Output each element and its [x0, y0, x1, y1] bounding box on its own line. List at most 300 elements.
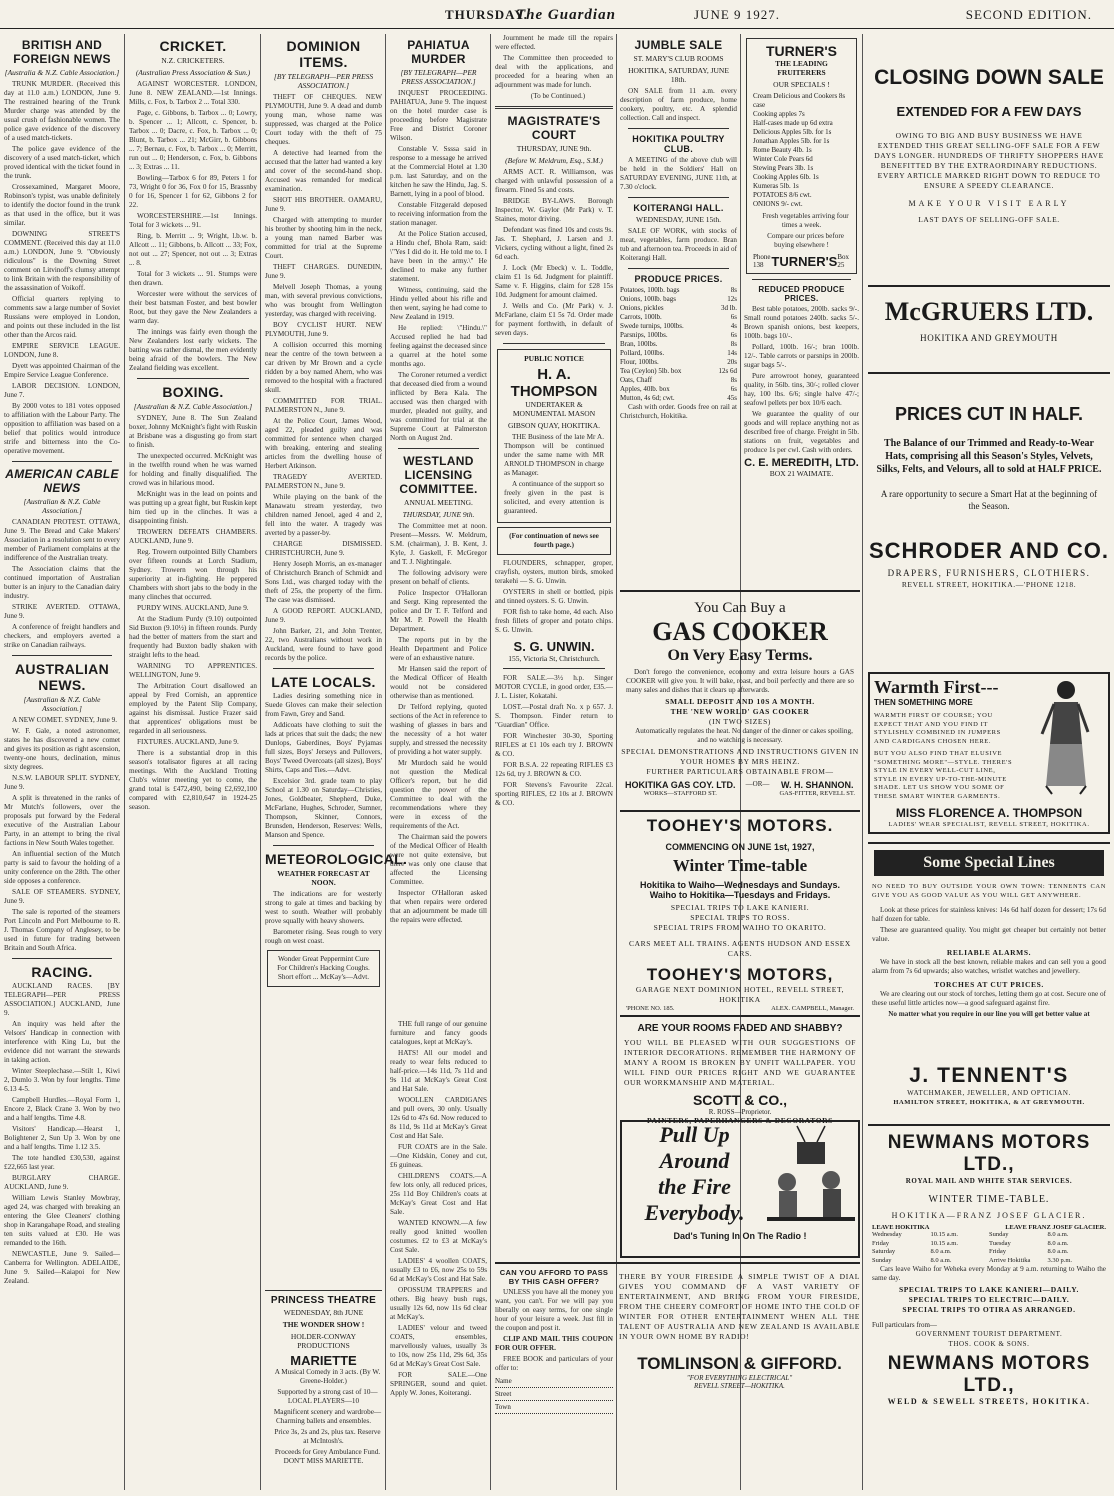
- special-alarms-heading: RELIABLE ALARMS.: [946, 948, 1032, 957]
- ad-lost-postal-draft: LOST.—Postal draft No. x p 657. J. S. Thompson. Finder return to "Guardian" Office.: [495, 703, 613, 729]
- article-licensing-advisory: The following advisory were present on behalf of clients.: [390, 569, 487, 586]
- ad-flounders: FLOUNDERS, schnapper, groper, crayfish, oysters, mutton birds, smoked terakehi — S. G. Unwin.: [495, 559, 613, 585]
- scott-trade: PAINTERS, PAPERHANGERS & DECORATORS: [647, 1116, 833, 1125]
- mcgruers-location: HOKITIKA AND GREYMOUTH: [920, 333, 1058, 343]
- warmth-subheadline: THEN SOMETHING MORE: [874, 698, 973, 707]
- price-item: Mutton, 4s 6d; cwt.: [620, 394, 675, 402]
- article-body: TRUNK MURDER. (Received this day at 11.0 a.m.) LONDON, June 9. The restrained hearing of the Trunk Murder charge was attended by the usual crush of fashionable women. The police gave evidence of the discovery of a used match-tickets. The police gave evidence of the discovery of a used match-ticket, which proved identical with the ticket found in the trunk. Crossexamined, Margaret Moore, Robinson's typist, was unable definitely to identify the doctor found in the trunk as that used in the office, but it was similar. DOWNING STREET'S COMMENT. (Received this day at 11.0 a.m.) LONDON, June 9. "Obviously ridiculous" is the Downing Street comment on Litvinoff's clumsy attempt to link Britain with the responsibility of the assassination of Voikoff. Official quarters replying to comments saw a large number of Soviet Russians were employed in London, and points out these included in the list other than the Arcos raid. EMPIRE SERVICE LEAGUE. LONDON, June 8. Dyett was appointed Chairman of the Empire Service League Conference. LABOR DECISION. LONDON, June 7. By 2000 votes to 181 votes opposed to affiliation with the Labour Party. The opposition to affiliation was based on a belief that politics would introduce strife and bitterness into the Co-operative movement.: [4, 80, 120, 455]
- price-item: Tea (Ceylon) 5lb. box: [620, 367, 682, 375]
- scott-name: SCOTT & CO.,: [692, 1092, 788, 1108]
- article-empire-service: EMPIRE SERVICE LEAGUE. LONDON, June 8.: [4, 342, 120, 359]
- theatre-scenery: Magnificent scenery and wardrobe—Charming ballets and ensembles.: [273, 1408, 382, 1425]
- ad-tomlinson-coupon: CAN YOU AFFORD TO PASS BY THIS CASH OFFER? UNLESS you have all the money you want, you can't. For we will pay you liberally on easy terms, for one single hour of your leisure a week. Just fill in the coupon and post it. CLIP AND MAIL THIS COUPON FOR OUR OFFER. FREE BOOK and particulars of your offer to: Name Street Town THERE BY YOUR FIRESIDE A SIMPLE TWIST OF A DIAL GIVES YOU COMMAND OF A VAST VARIETY OF ENTERTAINMENT, AND BRING FROM YOUR FIRESIDE, FROM THE CHEERY COMFORT OF HOME INTO THE COLD OF WINTER FOR OTHER ENTERTAINMENT WHEN ALL THE TALENT OF AUSTRALIA AND NEW ZEALAND IS AVAILABLE IN YOUR OWN HOME BY RADIO! TOMLINSON & GIFFORD. "FOR EVERYTHING ELECTRICAL" REVELL STREET—HOKITIKA.: [495, 1262, 860, 1492]
- headline-pahiatua-murder: PAHIATUA MURDER: [407, 38, 470, 66]
- newmans-cook: THOS. COOK & SONS.: [948, 1340, 1030, 1348]
- continuation-note: (For continuation of news see fourth page.): [497, 527, 611, 555]
- article-body: SYDNEY, June 8. The Sun Zealand boxer, Johnny McKnight's fight with Ruskin at Brisbane was a disgusting go from start to finish. The unexpected occurred. McKnight was in the twelfth round when he was warned for holding and finally disqualified. The crowd was in hilarious mood. McKnight was in the lead on points and was putting up a great fight, but Ruskin kept him tied up in the clinches. It was a disappointing finish. TROWERN DEFEATS CHAMBERS. AUCKLAND, June 9. Reg. Trowern outpointed Billy Chambers over fifteen rounds at Lorch Stadium, Sydney. Trowern won through his superiority at in-fighting. He peppered Chambers with short jabs to the body in the many clinches that occurred. PURDY WINS. AUCKLAND, June 9. At the Stadium Purdy (9.10) outpointed Sid Buxton (9.10½) in fifteen rounds. Purdy had the better of matters from the start and frequently had Buxton badly shaken with straight lefts to the head. WARNING TO APPRENTICES. WELLINGTON, June 9. The Arbitration Court disallowed an appeal by Fred Cornish, an apprentice employed by the Patent Slip Company, against his dismissal. Justice Frazer said that apprentices' obligations must be regarded in all seriousness. FIXTURES. AUCKLAND, June 9. There is a substantial drop in this season's totalisator figures at all racing meetings. With the Auckland Trotting Club's winter meeting yet to come, the grand total is £472,490, being £2,692,100 compared with £2,810,647 in 1924-25 season.: [129, 414, 257, 811]
- warmth-body-2: BUT YOU ALSO FIND THAT ELUSIVE "SOMETHING MORE"—STYLE. THERE'S STYLE IN EVERY WELL-CUT LINE, STYLE IN EVERY UP-TO-THE-MINUTE SHADE. LET US SHOW YOU SOME OF THESE SMART WINTER GARMENTS.: [874, 750, 1013, 800]
- jumble-body: ON SALE from 11 a.m. every description of farm produce, home cookery, poultry, etc. A splendid collection. Call and inspect.: [620, 87, 737, 122]
- toohey-trip-okarito: SPECIAL TRIPS FROM WAIHO TO OKARITO.: [653, 923, 827, 932]
- tomlinson-tagline: "FOR EVERYTHING ELECTRICAL": [686, 1374, 793, 1382]
- article-trunk-murder: TRUNK MURDER. (Received this day at 11.0 a.m.) LONDON, June 9. The restrained hearing of the Trunk Murder charge was attended by the usual crush of fashionable women. The police gave evidence of the discovery of a used match-tickets.: [4, 80, 120, 142]
- ad-woollen-cardigans: WOOLLEN CARDIGANS and pull overs, 30 only. Usually 12s 6d to 47s 6d. Now reduced to 8s 11d, 9s 11d at McKay's Great Cost and Hat Sale.: [390, 1096, 487, 1140]
- closing-body: OWING TO BIG AND BUSY BUSINESS WE HAVE EXTENDED THIS GREAT SELLING-OFF SALE FOR A FEW DAYS LONGER. HUNDREDS OF THRIFTY SHOPPERS HAVE BENEFITTED BY THE EXTRAORDINARY REDUCTIONS. EVERY ARTICLE MARKED RIGHT DOWN TO REDUCE TO ENSURE A SPEEDY CLEARANCE.: [874, 131, 1104, 190]
- cable-credit: [Australian & N.Z. Cable Association.]: [23, 497, 101, 515]
- article-auckland-races: AUCKLAND RACES. [BY TELEGRAPH—PER PRESS ASSOCIATION.] AUCKLAND, June 9.: [4, 982, 120, 1017]
- article-body: A NEW COMET. SYDNEY, June 9. W. F. Gale, a noted astronomer, states he has discovered a new comet and gives its position as right ascension, twenty-one hours, declination, minus sixty degrees. N.S.W. LABOUR SPLIT. SYDNEY, June 9. A split is threatened in the ranks of Mr Mutch's followers, over the proposals put forward by the Federal executive of the Australian Labour Party, in an attempt to bring the rival factions in New South Wales together. An influential section of the Mutch party is said to favour the holding of a unity conference on the 28th. The other side opposes a conference. SALE OF STEAMERS. SYDNEY, June 9. The sale is reported of the steamers Port Lincoln and Port Melbourne to R. J. Thomas Company of Anglesey, to be used in future for trading between Britain and South Africa.: [4, 716, 120, 952]
- ad-peppermint-cure: Wonder Great Peppermint Cure For Children's Hacking Coughs. Short effort ... McKay's—Advt.: [267, 950, 380, 987]
- headline-reduced-produce: REDUCED PRODUCE PRICES.: [758, 285, 845, 303]
- article-charge-dismissed: CHARGE DISMISSED. CHRISTCHURCH, June 9.: [265, 540, 382, 557]
- ad-oysters: OYSTERS in shell or bottled, pipis and tinned oysters. S. G. Unwin.: [495, 588, 613, 605]
- jumble-venue: ST. MARY'S CLUB ROOMS: [633, 54, 724, 63]
- column-classifieds: [390, 1020, 487, 1397]
- newmans-trip-otira: SPECIAL TRIPS TO OTIRA AS ARRANGED.: [902, 1305, 1076, 1314]
- coupon-free-book: FREE BOOK and particulars of your offer to:: [495, 1355, 613, 1372]
- theatre-show: THE WONDER SHOW !: [282, 1320, 365, 1329]
- price-row: [620, 322, 737, 331]
- article-licensing-present: The Committee met at noon. Present—Messrs. W. Meldrum, S.M. (chairman), J. B. Kent, J. Kyle, J. Gaskell, F. McGregor and T. J. Nightingale.: [390, 522, 487, 566]
- article-body: [744, 305, 859, 455]
- closing-extended: EXTENDED FOR A FEW DAYS: [896, 104, 1082, 119]
- price-item: Pollard, 100lbs.: [620, 349, 665, 357]
- pullup-line-3: the Fire: [658, 1174, 731, 1199]
- subhead: ANNUAL MEETING.: [404, 498, 473, 507]
- timetable-cell: 8.0 a.m.: [930, 1248, 952, 1255]
- timetable-cell: 8.0 a.m.: [1047, 1231, 1069, 1238]
- press-credit: [BY TELEGRAPH—PER PRESS ASSOCIATION.]: [273, 72, 374, 90]
- newmans-timetable-table: [868, 1231, 1110, 1265]
- price-value: 3d lb.: [721, 304, 737, 312]
- article-body: Ladies desiring something nice in Suede Gloves can make their selection from Fawn, Grey and Sand. Addicoats have clothing to suit the lads at prices that suit the dads; the new Dunlops, Gaberdines, Boys' Pyjamas full sizes, Boys' Jerseys and Pullovers, Boys' Tweed Overcoats (all sizes), Boys' Shirts, Caps and Ties.—Advt. Excelsior 3rd. grade team to play School at 1.30 on Saturday—Christies, Jones, Goldbeater, Shepherd, Duke, McFarlane, Hughes, Schroder, Sumner, Thompson, Skinner, Connors, Brunsden, Henderson, Reserves: Wells, Manson and Spence.: [265, 692, 382, 839]
- article-body: ARMS ACT. R. Williamson, was charged with unlawful possession of a firearm. Fined 5s and costs. BRIDGE BY-LAWS. Borough Inspector, W. Gaylor (Mr Park) v. T. Staines, motor driving. Defendant was fined 10s and costs 9s. Jas. T. Shephard, J. Larsen and J. Vickers, cycling without a light, fined 2s 6d each. J. Lock (Mr Ebeck) v. L. Toddle, claim £1 1s 6d. Judgment for plaintiff. Same v. F. Higgins, claim for £28 15s 10d. Judgment for amount claimed. J. Wells and Co. (Mr Park) v. J. McFarlane, claim £1 5s 7d. Order made for payment forthwith, in default of seven days.: [495, 168, 613, 337]
- gas-deposit: SMALL DEPOSIT AND 10S A MONTH.: [665, 697, 815, 706]
- timetable-cell: Tuesday: [989, 1239, 1011, 1247]
- timetable-row: [868, 1240, 1110, 1249]
- article-cricket-report: Worcester were without the services of their best batsman Foster, and best bowler Root, but they gave the New Zealanders a warm day.: [129, 290, 257, 325]
- ad-winchester-rifles: FOR Winchester 30-30, Sporting RIFLES at £1 10s each try J. BROWN & CO.: [495, 732, 613, 758]
- schroder-address: REVELL STREET, HOKITIKA.—'PHONE 1218.: [901, 580, 1077, 589]
- gas-fitter: W. H. SHANNON.: [780, 780, 854, 790]
- headline-magistrates-court: MAGISTRATE'S COURT: [507, 114, 601, 142]
- gas-particulars: FURTHER PARTICULARS OBTAINABLE FROM—: [646, 767, 834, 776]
- ad-for-sale-springer: FOR SALE.—One SPRINGER, sound and quiet. Apply W. Jones, Koiterangi.: [390, 1371, 487, 1397]
- newmans-address: WELD & SEWELL STREETS, HOKITIKA.: [887, 1397, 1091, 1406]
- ad-fur-coats: FUR COATS are in the Sale.—One Kidskin, Coney and cut, £6 guineas.: [390, 1143, 487, 1169]
- newmans-tourist-dept: GOVERNMENT TOURIST DEPARTMENT.: [915, 1330, 1063, 1338]
- newmans-title-footer: NEWMANS MOTORS LTD.,: [887, 1353, 1091, 1396]
- price-row: [620, 358, 737, 367]
- price-value: 12s 6d: [718, 367, 737, 375]
- turners-name-footer: TURNER'S: [771, 253, 838, 269]
- unwin-address: 155, Victoria St, Christchurch.: [508, 654, 600, 663]
- gas-regulates: Automatically regulates the heat. No danger of the dinner or cakes spoiling, and no watching is necessary.: [635, 727, 853, 744]
- special-alarms: We have in stock all the best known, reliable makes and can sell you a good alarm from 7s 6d upwards; also watches, wristlet watches and jewellery.: [872, 958, 1106, 975]
- price-value: 6s: [730, 313, 737, 321]
- turners-item: ONIONS 9/- cwt.: [753, 200, 803, 208]
- meredith-name: C. E. MEREDITH, LTD.: [744, 457, 859, 469]
- newmans-full-particulars: Full particulars from—: [872, 1321, 937, 1329]
- scott-proprietor: R. ROSS—Proprietor.: [708, 1108, 772, 1116]
- timetable-cell: 3.30 p.m.: [1047, 1256, 1073, 1264]
- coupon-clip: CLIP AND MAIL THIS COUPON FOR OUR OFFER.: [495, 1335, 613, 1352]
- article-canadian-protest: CANADIAN PROTEST. OTTAWA, June 9. The Bread and Cake Makers' Association in a resolution sent to every member of Parliament complains at the indifference of the Australian treaty.: [4, 518, 120, 562]
- price-item: Onions, pickles: [620, 304, 664, 312]
- meredith-honey: Pure arrowroot honey, guaranteed quality, in 56lb. tins, 30/-; rolled clover hay, 100 lbs. 6/6; single halve 47/-; seafowl pellets per box 10/6 each.: [744, 372, 859, 407]
- ad-mcgruers-closing-sale: [868, 34, 1110, 279]
- article-body: AUCKLAND RACES. [BY TELEGRAPH—PER PRESS ASSOCIATION.] AUCKLAND, June 9. An inquiry was held after the Velsors' Handicap in connection with interference with King Lu, but the evidence did not warrant the stewards in taking action. Winter Steeplechase.—Stilt 1, Kiwi 2, Dumlo 3. Won by four lengths. Time 6.13 4-5. Campbell Hurdles.—Royal Form 1, Encore 2, Black Crane 3. Won by two and a half lengths. Time 4.8. Visitors' Handicap.—Hearst 1, Bolightener 2, Sun Up 3. Won by one and a half lengths. Time 1.12 3.5. The tote handled £30,530, against £22,665 last year. BURGLARY CHARGE. AUCKLAND, June 9. William Lewis Stanley Mowbray, aged 24, was charged with breaking an entering the Glee Cleaners' clothing shop in Karangahape Road, and stealing ten suits valued at £30. He was remanded to the 16th. NEWCASTLE, June 9. Sailed—Canberra for Wellington. ADELAIDE, June 9. Sailed—Kaiapoi for New Zealand.: [4, 982, 120, 1285]
- timetable-cell: 10.15 a.m.: [930, 1239, 958, 1247]
- article-body: INQUEST PROCEEDING. PAHIATUA, June 9. The inquest on the hotel murder case is proceeding before Magistrate Free and District Coroner Wilson. Constable V. Ssssa said in response to a message he arrived at the Commercial Hotel at 1.30 p.m. last Saturday, and on the kitchen he saw the Hindu, Jag. S. Barnett, lying in a pool of blood. Constable Fitzgerald deposed to receiving information from the station manager. At the Police Station accused, a Hindu chef, Bhola Ram, said: \"Yes I did do it. He told me to. I have been in the army.\" He declined to make any further statement. Witness, continuing, said the Hindu yelled about his rifle and then went, saying he had come to New Zealand in 1919. He replied: \"Hindu.\" Accused replied he had bad feeling against the deceased since a quarrel at the hotel some months ago. The Coroner returned a verdict that deceased died from a wound inflicted by Bera Kala. The accused was then charged with murder, pleaded not guilty, and was committed for trial at the Supreme Court at Palmerston North on August 2nd.: [390, 89, 488, 442]
- article-body: AGAINST WORCESTER. LONDON, June 8. NEW ZEALAND.—1st Innings. Mills, c. Fox, b. Tarbox 2 ... Total 330. Page, c. Gibbons, b. Tarbox ... 0; Lowry, b. Spencer ... 1; Allcott, c. Spencer, b. Tarbox ... 0; Dacre, c. Fox, b. Tarbox ... 0; Blunt, b. Tarbox ... 21; McGirr, b. Gibbons ... 7; Bernau, c. Fox, b. Tarbox ... 0; Merritt, run out ... 0; Henderson, c. Fox, b. Gibbons ... 3; Extras ... 11. Bowling—Tarbox 6 for 89, Peters 1 for 73, Wright 0 for 36, Fox 0 for 15, Brassnby 0 for 16, Spencer 1 for 62, Gibbons 2 for 22. WORCESTERSHIRE.—1st Innings. Total for 3 wickets ... 91. Ring, b. Merritt ... 9; Wright, l.b.w. b. Allcott ... 11; Gibbons, b. Allcott ... 33; Fox, not out ... 27; Spencer, not out ... 3; Extras ... 8. Total for 3 wickets ... 91. Stumps were then drawn. Worcester were without the services of their best batsman Foster, and best bowler Root, but they gave the New Zealanders a warm day. The innings was fairly even though the New Zealanders lost early wickets. The batting was rather dismal, the men evidently being afraid of the bowlers. The New Zealand fielding was excellent.: [129, 80, 257, 372]
- coupon-name-field[interactable]: Name: [495, 1377, 512, 1385]
- ad-fish-take-home: FOR fish to take home, 4d each. Also fresh fillets of groper and potato chips. S. G. Unwin.: [495, 608, 613, 634]
- turners-item: Winter Cole Pears 6d: [753, 155, 813, 163]
- turners-item: Cooking Apples 6lb. 1s: [753, 173, 819, 181]
- gas-company: HOKITIKA GAS COY. LTD.: [625, 780, 736, 790]
- cable-credit: [Australian & N.Z. Cable Association.]: [23, 695, 101, 713]
- warmth-headline: Warmth First---: [874, 677, 999, 697]
- timetable-cell: Sunday: [989, 1231, 1009, 1238]
- turners-item: Half-cases made up 6d extra: [753, 119, 833, 127]
- toohey-trip-kanieri: SPECIAL TRIPS TO LAKE KANIERI.: [670, 903, 810, 912]
- masthead: [0, 0, 1114, 29]
- price-item: Oats, Chaff: [620, 376, 653, 384]
- toohey-timetable: Winter Time-table: [672, 856, 808, 875]
- newmans-services: ROYAL MAIL AND WHITE STAR SERVICES.: [905, 1177, 1073, 1185]
- pullup-line-2: Around: [659, 1148, 730, 1173]
- turners-item: Delicious Apples 5lb. for 1s: [753, 128, 832, 136]
- price-row: [620, 304, 737, 313]
- thompson-name: H. A. THOMPSON: [510, 366, 598, 400]
- magistrate-note: (Before W. Meldrum, Esq., S.M.): [505, 156, 603, 165]
- price-item: Onions, 100lb. bags: [620, 295, 676, 303]
- headline-dominion-items: DOMINION ITEMS.: [286, 38, 361, 70]
- newmans-route: HOKITIKA—FRANZ JOSEF GLACIER.: [891, 1211, 1087, 1220]
- price-item: Bran, 100lbs.: [620, 340, 658, 348]
- florence-name: MISS FLORENCE A. THOMPSON: [895, 806, 1083, 820]
- newmans-trip-kanieri: SPECIAL TRIPS TO LAKE KANIERI—DAILY.: [898, 1285, 1080, 1294]
- tomlinson-address: REVELL STREET—HOKITIKA.: [694, 1382, 785, 1390]
- article-trowern-chambers: TROWERN DEFEATS CHAMBERS. AUCKLAND, June 9.: [129, 528, 257, 545]
- column-rule: [862, 34, 863, 1490]
- jumble-date: HOKITIKA, SATURDAY, JUNE 18th.: [628, 66, 729, 84]
- article-inquest-proceeding: INQUEST PROCEEDING. PAHIATUA, June 9. The inquest on the hotel murder case is proceeding before Magistrate Free and District Coroner Wilson.: [390, 89, 487, 142]
- article-body: CANADIAN PROTEST. OTTAWA, June 9. The Bread and Cake Makers' Association in a resolution sent to every member of Parliament complains at the indifference of the Australian treaty. The Association claims that the continued importation of Australian butter is an injury to the Canadian dairy industry. STRIKE AVERTED. OTTAWA, June 9. A conference of freight handlers and checkers, and employers averted a strike on Canadian railways.: [4, 518, 120, 649]
- ad-thompson-undertaker: PUBLIC NOTICE H. A. THOMPSON UNDERTAKER & MONUMENTAL MASON GIBSON QUAY, HOKITIKA. THE Business of the late Mr A. Thompson will be continued under the same name with MR ARNOLD THOMPSON in charge as Manager. A continuance of the support so freely given in the past is solicited, and every attention is guaranteed.: [497, 349, 611, 523]
- meredith-pollard: Pollard, 100lb. 16/-; bran 100lb. 12/-. Table carrots or parsnips in 200lb. sugar bags 5/-.: [744, 343, 859, 369]
- article-nsw-labour-split: N.S.W. LABOUR SPLIT. SYDNEY, June 9.: [4, 774, 120, 791]
- headline-australian-news: AUSTRALIAN NEWS.: [15, 661, 109, 693]
- woman-fashion-illustration: [1022, 674, 1108, 804]
- gas-or: —OR—: [745, 780, 770, 788]
- theatre-productions: HOLDER-CONWAY PRODUCTIONS: [290, 1332, 357, 1350]
- ad-gas-cooker: [620, 590, 860, 807]
- coupon-body: UNLESS you have all the money you want, you can't. For we will pay you liberally on easy terms, for one single hour of your leisure a week. Just fill in the coupon and post it.: [495, 1288, 613, 1332]
- price-row: [620, 340, 737, 349]
- article-late-locals: Ladies desiring something nice in Suede Gloves can make their selection from Fawn, Grey and Sand.: [265, 692, 382, 718]
- turners-veg-note: Fresh vegetables arriving four times a week.: [762, 212, 849, 229]
- turners-item: Cooking apples 7s: [753, 110, 805, 118]
- turners-box: Box 25: [837, 253, 850, 269]
- ad-ladies-velour-coats: LADIES' velour and tweed COATS, ensembles, marvellously values, usually 3s to 10s, now 25s 11d, 29s 6d, 35s 6d at McKay's Great Cost Sale.: [390, 1324, 487, 1368]
- headline-cricket: CRICKET.: [159, 38, 227, 54]
- special-knives: Look at these prices for stainless knives: 14s 6d half dozen for dessert; 17s 6d half dozen for table.: [872, 906, 1106, 923]
- ad-childrens-coats: CHILDREN'S COATS.—A few lots only, all reduced prices, 25s 11d Boy Children's coats at McKay's Great Cost and Hat Sale.: [390, 1172, 487, 1216]
- unwin-name: S. G. UNWIN.: [513, 639, 595, 654]
- toohey-title-footer: TOOHEY'S MOTORS,: [646, 965, 834, 984]
- newmans-title: NEWMANS MOTORS LTD.,: [887, 1132, 1091, 1175]
- classified-ads: [495, 674, 613, 808]
- ad-opossum-trappers: OPOSSUM TRAPPERS and others. Big heavy bush rugs, usually 12s 6d, now 11s 6d clear at McKay's.: [390, 1286, 487, 1321]
- coupon-street-field[interactable]: Street: [495, 1390, 512, 1398]
- closing-headline: CLOSING DOWN SALE: [874, 66, 1104, 89]
- price-row: [620, 385, 737, 394]
- article-witness-continuing: Witness, continuing, said the Hindu yelled about his rifle and then went, saying he had come to New Zealand in 1919.: [390, 286, 487, 321]
- schroder-trade: DRAPERS, FURNISHERS, CLOTHIERS.: [887, 568, 1091, 578]
- ad-wanted-known: WANTED KNOWN.—A few really good knitted woollen costumes. £2 to £3 at McKay's Cost Sale.: [390, 1219, 487, 1254]
- price-item: Flour, 100lbs.: [620, 358, 659, 366]
- headline-westland-licensing: WESTLAND LICENSING COMMITTEE.: [399, 454, 478, 496]
- faded-body: YOU WILL BE PLEASED WITH OUR SUGGESTIONS OF INTERIOR DECORATIONS. REMEMBER THE HARMONY OF MANY A ROOM IS BROKEN BY UNFIT WALLPAPER. YOU WILL FIND OUR PRICES RIGHT AND WE GUARANTEE OUR WORKMANSHIP AND MATERIAL.: [624, 1038, 856, 1087]
- theatre-description: A Musical Comedy in 3 acts. (By W. Greene-Holder.): [274, 1368, 381, 1385]
- theatre-name: PRINCESS THEATRE: [270, 1295, 377, 1306]
- gas-headline: GAS COOKER: [652, 617, 828, 646]
- turners-item-list: [753, 92, 850, 209]
- price-row: [620, 295, 737, 304]
- cable-credit: [Australia & N.Z. Cable Association.]: [4, 68, 120, 77]
- thompson-trade: UNDERTAKER & MONUMENTAL MASON: [512, 400, 596, 418]
- article-burglary-charge: BURGLARY CHARGE. AUCKLAND, June 9.: [4, 1174, 120, 1191]
- mcgruers-name: McGRUERS LTD.: [884, 297, 1094, 326]
- price-row: [620, 394, 737, 403]
- tomlinson-name: TOMLINSON & GIFFORD.: [637, 1354, 842, 1373]
- poultry-body: A MEETING of the above club will be held in the Soldiers' Hall on SATURDAY EVENING, JUNE 11th, at 7.30 o'clock.: [620, 156, 737, 191]
- turners-tagline: THE LEADING FRUITERERS: [775, 59, 828, 77]
- headline-poultry-club: HOKITIKA POULTRY CLUB.: [632, 134, 725, 154]
- headline-late-locals: LATE LOCALS.: [271, 674, 376, 690]
- ad-newmans-motors: [868, 1124, 1110, 1492]
- pullup-line-4: Everybody.: [644, 1200, 745, 1225]
- theatre-cast: Supported by a strong cast of 10—LOCAL PLAYERS—10: [277, 1388, 378, 1405]
- article-weather-forecast: The indications are for westerly strong to gale at times and backing by west to south. Weather will probably prove squally with heavy showers.: [265, 890, 382, 925]
- mcgruers-name-block: [868, 285, 1110, 367]
- article-constable-deposed: Constable Fitzgerald deposed to receiving information from the station manager.: [390, 201, 487, 227]
- timetable-cell: Arrive Hokitika: [989, 1256, 1031, 1264]
- article-strike-averted: STRIKE AVERTED. OTTAWA, June 9.: [4, 603, 120, 620]
- gas-company-sub: WORKS—STAFFORD ST.: [643, 790, 717, 797]
- toohey-route-2: Waiho to Hokitika—Tuesdays and Fridays.: [649, 890, 831, 900]
- toohey-trip-ross: SPECIAL TRIPS TO ROSS.: [690, 913, 790, 922]
- warmth-body-1: WARMTH FIRST OF COURSE; YOU EXPECT THAT AND YOU FIND IT STYLISHLY COMBINED IN JUMPERS AND CARDIGANS CHOSEN HERE.: [874, 712, 1001, 745]
- ad-radio-pull-up: [620, 1120, 860, 1258]
- headline-meteorological: METEOROLOGICAL.: [265, 851, 408, 867]
- price-row: [620, 331, 737, 340]
- column-cricket-boxing: [129, 34, 257, 1490]
- ad-scott-decorators: [620, 1015, 860, 1125]
- turners-compare-note: Compare our prices before buying elsewhere !: [767, 232, 844, 249]
- price-row: [620, 376, 737, 385]
- article-theft-cheques: THEFT OF CHEQUES. NEW PLYMOUTH, June 9. A dead and dumb young man, whose name was suppressed, was charged at the Police Court today with the theft of 75 cheques.: [265, 93, 382, 146]
- ad-princess-theatre: [265, 1290, 382, 1491]
- headline-produce-prices: PRODUCE PRICES.: [634, 274, 723, 284]
- turners-item: Rome Beauty 4lb. 1s: [753, 146, 812, 154]
- florence-trade: LADIES' WEAR SPECIALIST, REVELL STREET, HOKITIKA.: [888, 821, 1090, 828]
- timetable-row: [868, 1257, 1110, 1266]
- special-torches-heading: TORCHES AT CUT PRICES.: [934, 980, 1044, 989]
- article-adjournment: Journment he made till the repairs were effected.: [495, 34, 613, 51]
- article-new-comet: A NEW COMET. SYDNEY, June 9.: [12, 716, 118, 724]
- theatre-prices: Price 3s, 2s and 2s, plus tax. Reserve at McIntosh's.: [274, 1428, 381, 1445]
- prices-body: The Balance of our Trimmed and Ready-to-Wear Hats, comprising all this Season's Styles, Velvets, Silks, Felts, and Velours, all to sold at HALF PRICE.: [876, 438, 1102, 475]
- theatre-proceeds: Proceeds for Grey Ambulance Fund. DON'T MISS MARIETTE.: [274, 1448, 381, 1465]
- article-theft-charges: THEFT CHARGES. DUNEDIN, June 9.: [265, 263, 382, 280]
- timetable-cell: Friday: [989, 1248, 1006, 1255]
- column-rule: [490, 34, 491, 1490]
- headline-koiterangi-hall: KOITERANGI HALL.: [633, 203, 724, 213]
- price-value: 14s: [727, 349, 737, 357]
- toohey-phone: 'PHONE NO. 185.: [626, 1005, 675, 1012]
- headline-british-foreign: BRITISH AND FOREIGN NEWS: [13, 38, 111, 66]
- special-intro: NO NEED TO BUY OUTSIDE YOUR OWN TOWN: TENNENTS CAN GIVE YOU AS GOOD VALUE AS YOU WILL GET ANYWHERE.: [872, 883, 1106, 899]
- turners-specials: OUR SPECIALS !: [773, 80, 830, 89]
- column-rule: [260, 34, 261, 1490]
- price-value: 45s: [727, 394, 737, 402]
- article-body: Journment he made till the repairs were effected. The Committee then proceeded to deal with the applications, and proceeded for a hearing when an adjournment was made for lunch. (To be Continued.): [495, 34, 613, 100]
- timetable-cell: 8.0 a.m.: [1047, 1239, 1069, 1247]
- timetable-cell: 8.0 a.m.: [930, 1256, 952, 1264]
- prices-opportunity: A rare opportunity to secure a Smart Hat at the beginning of the Season.: [880, 489, 1098, 511]
- ad-turners: [746, 38, 857, 274]
- special-quality: These are guaranteed quality. You might get cheaper but certainly not better value.: [872, 926, 1106, 943]
- price-item: Carrots, 100lb.: [620, 313, 662, 321]
- coupon-town-field[interactable]: Town: [495, 1403, 511, 1411]
- column-dominion-items: [265, 34, 408, 1490]
- prices-headline: PRICES CUT IN HALF.: [894, 404, 1083, 424]
- ad-schroder-hats: [868, 372, 1110, 664]
- price-row: [620, 349, 737, 358]
- article-against-worcester: AGAINST WORCESTER. LONDON, June 8. NEW ZEALAND.—1st Innings. Mills, c. Fox, b. Tarbox 2 ... Total 330.: [129, 80, 257, 106]
- article-shot-brother: SHOT HIS BROTHER. OAMARU, June 9.: [265, 196, 382, 213]
- price-value: 6s: [730, 331, 737, 339]
- theatre-date: WEDNESDAY, 8th JUNE: [283, 1308, 364, 1317]
- column-rule: [124, 34, 125, 1490]
- price-item: Swede turnips, 100lbs.: [620, 322, 684, 330]
- masthead-day: THURSDAY.: [445, 7, 528, 22]
- column-turners: [744, 34, 859, 589]
- timetable-row: [868, 1248, 1110, 1257]
- classified-ads: [390, 1020, 487, 1398]
- coupon-headline: CAN YOU AFFORD TO PASS BY THIS CASH OFFER?: [499, 1268, 609, 1286]
- price-value: 12s: [727, 295, 737, 303]
- headline-american-cable: AMERICAN CABLE NEWS: [5, 467, 119, 495]
- timetable-cell: Friday: [872, 1239, 889, 1247]
- article-body: The indications are for westerly strong to gale at times and backing by west to south. Weather will probably prove squally with heavy showers. Barometer rising. Seas rough to very rough on west coast.: [265, 890, 382, 945]
- price-value: 8s: [730, 286, 737, 294]
- ad-furniture-catalogues: THE full range of our genuine furniture and fancy goods catalogues, kept at McKay's.: [390, 1020, 487, 1046]
- newmans-note: Cars leave Waiho for Weheka every Monday at 9 a.m. returning to Waiho the same day.: [872, 1265, 1106, 1282]
- classified-ads: [495, 559, 613, 635]
- timetable-cell: Saturday: [872, 1248, 896, 1255]
- toohey-agents: CARS MEET ALL TRAINS. AGENTS HUDSON AND ESSEX CARS.: [629, 939, 851, 958]
- price-item: Parsnips, 100lbs.: [620, 331, 668, 339]
- family-radio-illustration: [767, 1122, 858, 1231]
- gas-fitter-sub: GAS-FITTER, REVELL ST.: [779, 790, 855, 797]
- schroder-name: SCHRODER AND CO.: [868, 538, 1110, 563]
- article-good-report: A GOOD REPORT. AUCKLAND, June 9.: [265, 607, 382, 624]
- price-row: [620, 367, 737, 376]
- turners-item: POTATOES 8/6 cwt.: [753, 191, 812, 199]
- closing-visit-early: MAKE YOUR VISIT EARLY: [908, 199, 1070, 208]
- turners-item: Kumeras 5lb. 1s: [753, 182, 799, 190]
- headline-jumble-sale: JUMBLE SALE: [634, 38, 723, 52]
- ad-tennents-special-lines: [868, 842, 1110, 1066]
- turners-item: Cream Delicious and Cookers 8s case: [753, 92, 846, 109]
- article-arms-act: ARMS ACT. R. Williamson, was charged with unlawful possession of a firearm. Fined 5s and costs.: [495, 168, 613, 194]
- price-value: 6s: [730, 385, 737, 393]
- column-british-foreign-news: [4, 34, 120, 1490]
- pullup-radio-tagline: Dad's Tuning In On The Radio !: [673, 1231, 807, 1241]
- timetable-cell: 10.15 a.m.: [930, 1231, 958, 1238]
- toohey-commencing: COMMENCING ON JUNE 1st, 1927,: [665, 842, 815, 852]
- turners-name: TURNER'S: [766, 43, 837, 59]
- price-item: Potatoes, 100lb. bags: [620, 286, 680, 294]
- price-row: [620, 313, 737, 322]
- produce-price-list: [620, 286, 737, 403]
- article-committed-trial: COMMITTED FOR TRIAL. PALMERSTON N., June 9.: [265, 397, 382, 414]
- turners-item: Jonathan Apples 5lb. for 1s: [753, 137, 830, 145]
- special-headline: Some Special Lines: [874, 850, 1104, 876]
- article-purdy-wins: PURDY WINS. AUCKLAND, June 9.: [137, 604, 249, 612]
- produce-note: Cash with order. Goods free on rail at Christchurch, Hokitika.: [620, 403, 737, 420]
- price-value: 20s: [727, 358, 737, 366]
- ad-stevens-rifles: FOR Stevens's Favourite 22cal. sporting RIFLES, £2 10s at J. BROWN & CO.: [495, 781, 613, 807]
- toohey-address: GARAGE NEXT DOMINION HOTEL, REVELL STREET, HOKITIKA: [635, 985, 845, 1004]
- article-downing-street: DOWNING STREET'S COMMENT. (Received this day at 11.0 a.m.) LONDON, June 9. "Obviously ridiculous" is the Downing Street comment on Litvinoff's clumsy attempt to link Britain with the responsibility of the assassination of Voikoff.: [4, 230, 120, 292]
- gas-demonstrations: SPECIAL DEMONSTRATIONS AND INSTRUCTIONS GIVEN IN YOUR HOMES BY MRS HEINZ.: [621, 747, 859, 766]
- article-boy-cyclist: BOY CYCLIST HURT. NEW PLYMOUTH, June 9.: [265, 321, 382, 338]
- price-value: 8s: [730, 376, 737, 384]
- press-credit: [BY TELEGRAPH—PER PRESS ASSOCIATION.]: [400, 68, 477, 86]
- closing-last-days: LAST DAYS OF SELLING-OFF SALE.: [918, 215, 1060, 224]
- pullup-line-1: Pull Up: [659, 1122, 730, 1147]
- faded-headline: ARE YOUR ROOMS FADED AND SHABBY?: [637, 1023, 843, 1034]
- meredith-potatoes: Best table potatoes, 200lb. sacks 9/-. Small round potatoes 240lb. sacks 5/-. Brown spanish onions, best keepers, 100lb. bags 10/-.: [744, 305, 859, 340]
- gas-model-sub: (IN TWO SIZES): [708, 717, 771, 726]
- special-torches: We are clearing out our stock of torches, letting them go at cost. Secure one of these useful little articles now—a good safeguard against fire.: [872, 990, 1106, 1007]
- gas-terms: On Very Easy Terms.: [667, 647, 813, 664]
- dateline: THURSDAY, JUNE 9th.: [516, 144, 592, 153]
- toohey-route-1: Hokitika to Waiho—Wednesdays and Sundays.: [639, 880, 841, 890]
- turners-phone: Phone 138: [753, 253, 771, 269]
- cable-credit: [Australian & N.Z. Cable Association.]: [133, 402, 253, 411]
- special-better-value: No matter what you require in our line you will get better value at: [888, 1010, 1090, 1018]
- tennents-address: HAMILTON STREET, HOKITIKA, & AT GREYMOUTH.: [893, 1099, 1085, 1106]
- article-labor-decision: LABOR DECISION. LONDON, June 7.: [4, 382, 120, 399]
- price-item: Apples, 40lb. box: [620, 385, 670, 393]
- masthead-edition: SECOND EDITION.: [965, 7, 1092, 22]
- weather-subhead: WEATHER FORECAST AT NOON.: [277, 869, 370, 887]
- meredith-address: BOX 21 WAIMATE.: [769, 469, 834, 478]
- price-value: 8s: [730, 340, 737, 348]
- column-jumble-sale: [620, 34, 737, 589]
- newmans-winter-timetable: WINTER TIME-TABLE.: [928, 1194, 1050, 1205]
- newmans-leave-franz-josef: LEAVE FRANZ JOSEF GLACIER.: [1005, 1224, 1106, 1231]
- thompson-address: GIBSON QUAY, HOKITIKA.: [507, 421, 601, 430]
- gas-body: Don't forego the convenience, economy and extra leisure hours a GAS COOKER will give you. It will bake, roast, and boil perfectly and there are so many sales and dishes that it clears up afterwards.: [626, 668, 854, 694]
- article-sydney-boxing: SYDNEY, June 8. The Sun Zealand boxer, Johnny McKnight's fight with Ruskin at Brisbane was a disgusting go from start to finish.: [129, 414, 257, 449]
- thompson-body: THE Business of the late Mr A. Thompson will be continued under the same name with MR ARNOLD THOMPSON in charge as Manager.: [504, 433, 604, 477]
